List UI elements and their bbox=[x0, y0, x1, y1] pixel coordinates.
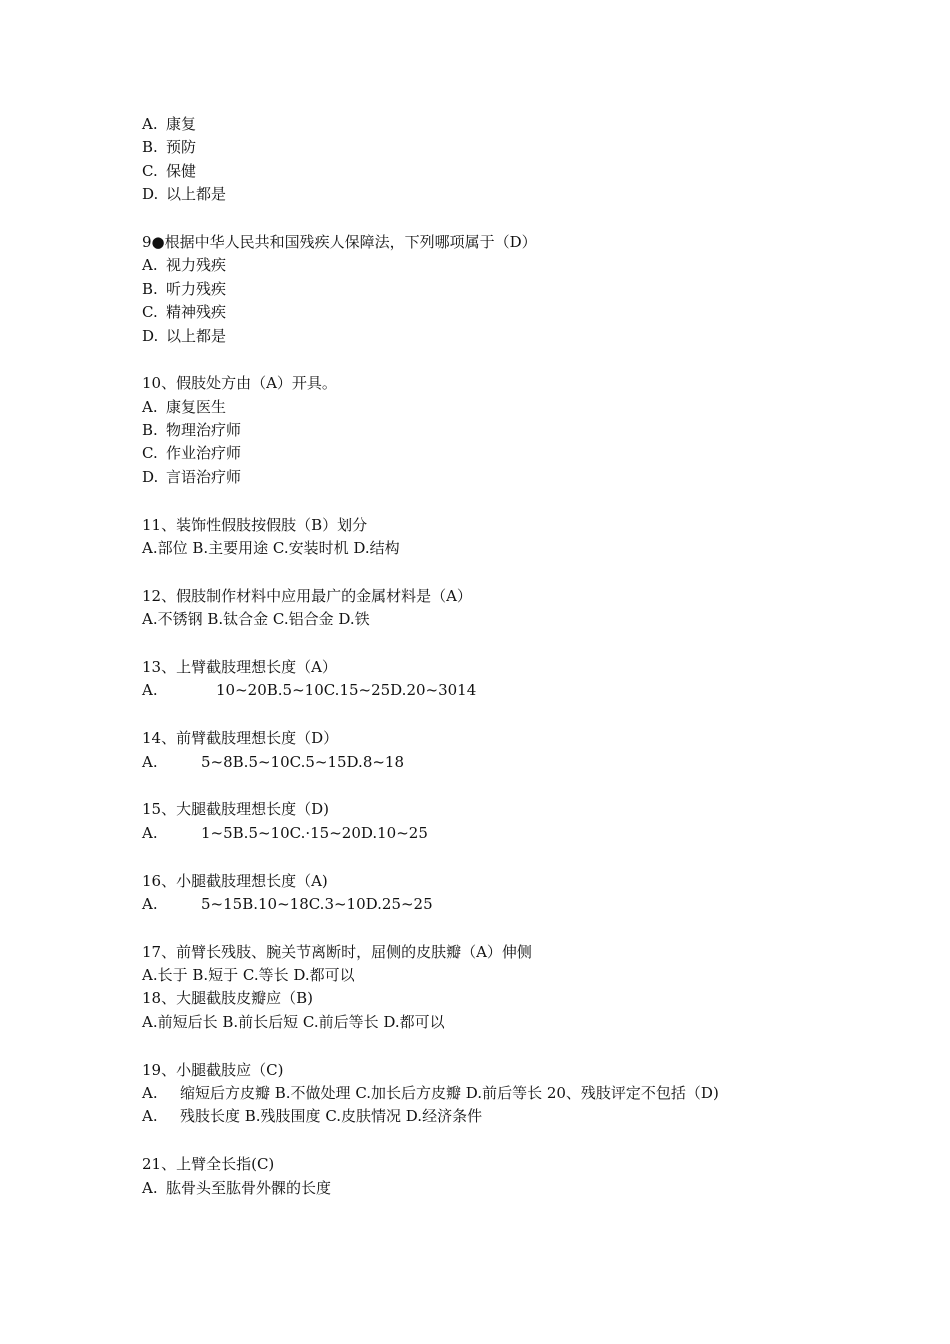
question-13 bbox=[142, 656, 882, 703]
question-stem: 11、装饰性假肢按假肢（B）划分 bbox=[142, 515, 368, 534]
question-9 bbox=[142, 231, 882, 348]
question-10 bbox=[142, 372, 882, 489]
question-12 bbox=[142, 585, 882, 632]
option-b: B. 物理治疗师 bbox=[142, 421, 242, 440]
question-options: A. 缩短后方皮瓣 B.不做处理 C.加长后方皮瓣 D.前后等长 20、残肢评定不包括（D) bbox=[142, 1084, 719, 1103]
question-stem: 21、上臂全长指(C) bbox=[142, 1155, 275, 1174]
question-options: A.长于 B.短于 C.等长 D.都可以 bbox=[142, 966, 355, 985]
question-stem: 17、前臂长残肢、腕关节离断时，屈侧的皮肤瓣（A）伸侧 bbox=[142, 942, 532, 961]
question-stem: 12、假肢制作材料中应用最广的金属材料是（A） bbox=[142, 586, 472, 605]
question-options: A.部位 B.主要用途 C.安装时机 D.结构 bbox=[142, 539, 400, 558]
option-d: D. 以上都是 bbox=[142, 326, 227, 345]
question-stem: 13、上臂截肢理想长度（A） bbox=[142, 657, 337, 676]
option-c: C. 作业治疗师 bbox=[142, 444, 242, 463]
question-options: A. 5~8B.5~10C.5~15D.8~18 bbox=[142, 752, 405, 771]
question-11 bbox=[142, 514, 882, 561]
option-a: A. 康复医生 bbox=[142, 397, 227, 416]
option-b: B. 预防 bbox=[142, 138, 197, 157]
option-a: A. 视力残疾 bbox=[142, 256, 227, 275]
question-stem: 19、小腿截肢应（C) bbox=[142, 1060, 284, 1079]
question-stem: 9●根据中华人民共和国残疾人保障法，下列哪项属于（D） bbox=[142, 232, 537, 251]
question-15 bbox=[142, 798, 882, 845]
question-stem: 15、大腿截肢理想长度（D) bbox=[142, 800, 329, 819]
option-a: A. 肱骨头至肱骨外髁的长度 bbox=[142, 1178, 332, 1197]
question-stem: 10、假肢处方由（A）开具。 bbox=[142, 374, 337, 393]
question-options: A.前短后长 B.前长后短 C.前后等长 D.都可以 bbox=[142, 1012, 445, 1031]
document-page bbox=[142, 113, 882, 1200]
question-options: A. 1~5B.5~10C.·15~20D.10~25 bbox=[142, 823, 428, 842]
option-d: D. 以上都是 bbox=[142, 185, 227, 204]
option-b: B. 听力残疾 bbox=[142, 279, 227, 298]
question-options: A.不锈钢 B.钛合金 C.铝合金 D.铁 bbox=[142, 610, 370, 629]
question-stem: 14、前臂截肢理想长度（D） bbox=[142, 729, 339, 748]
question-19 bbox=[142, 1059, 882, 1129]
question-21 bbox=[142, 1153, 882, 1200]
question-8-options bbox=[142, 113, 882, 207]
question-options: A. 10~20B.5~10C.15~25D.20~3014 bbox=[142, 681, 477, 700]
option-c: C. 精神残疾 bbox=[142, 303, 227, 322]
option-a: A. 康复 bbox=[142, 115, 197, 133]
question-18 bbox=[142, 987, 882, 1034]
option-c: C. 保健 bbox=[142, 161, 197, 180]
question-options: A. 5~15B.10~18C.3~10D.25~25 bbox=[142, 894, 433, 913]
question-16 bbox=[142, 870, 882, 917]
question-stem: 16、小腿截肢理想长度（A) bbox=[142, 871, 328, 890]
question-14 bbox=[142, 727, 882, 774]
question-17 bbox=[142, 941, 882, 988]
question-stem: 18、大腿截肢皮瓣应（B) bbox=[142, 989, 313, 1008]
question-20-options: A. 残肢长度 B.残肢围度 C.皮肤情况 D.经济条件 bbox=[142, 1107, 483, 1126]
option-d: D. 言语治疗师 bbox=[142, 467, 242, 486]
